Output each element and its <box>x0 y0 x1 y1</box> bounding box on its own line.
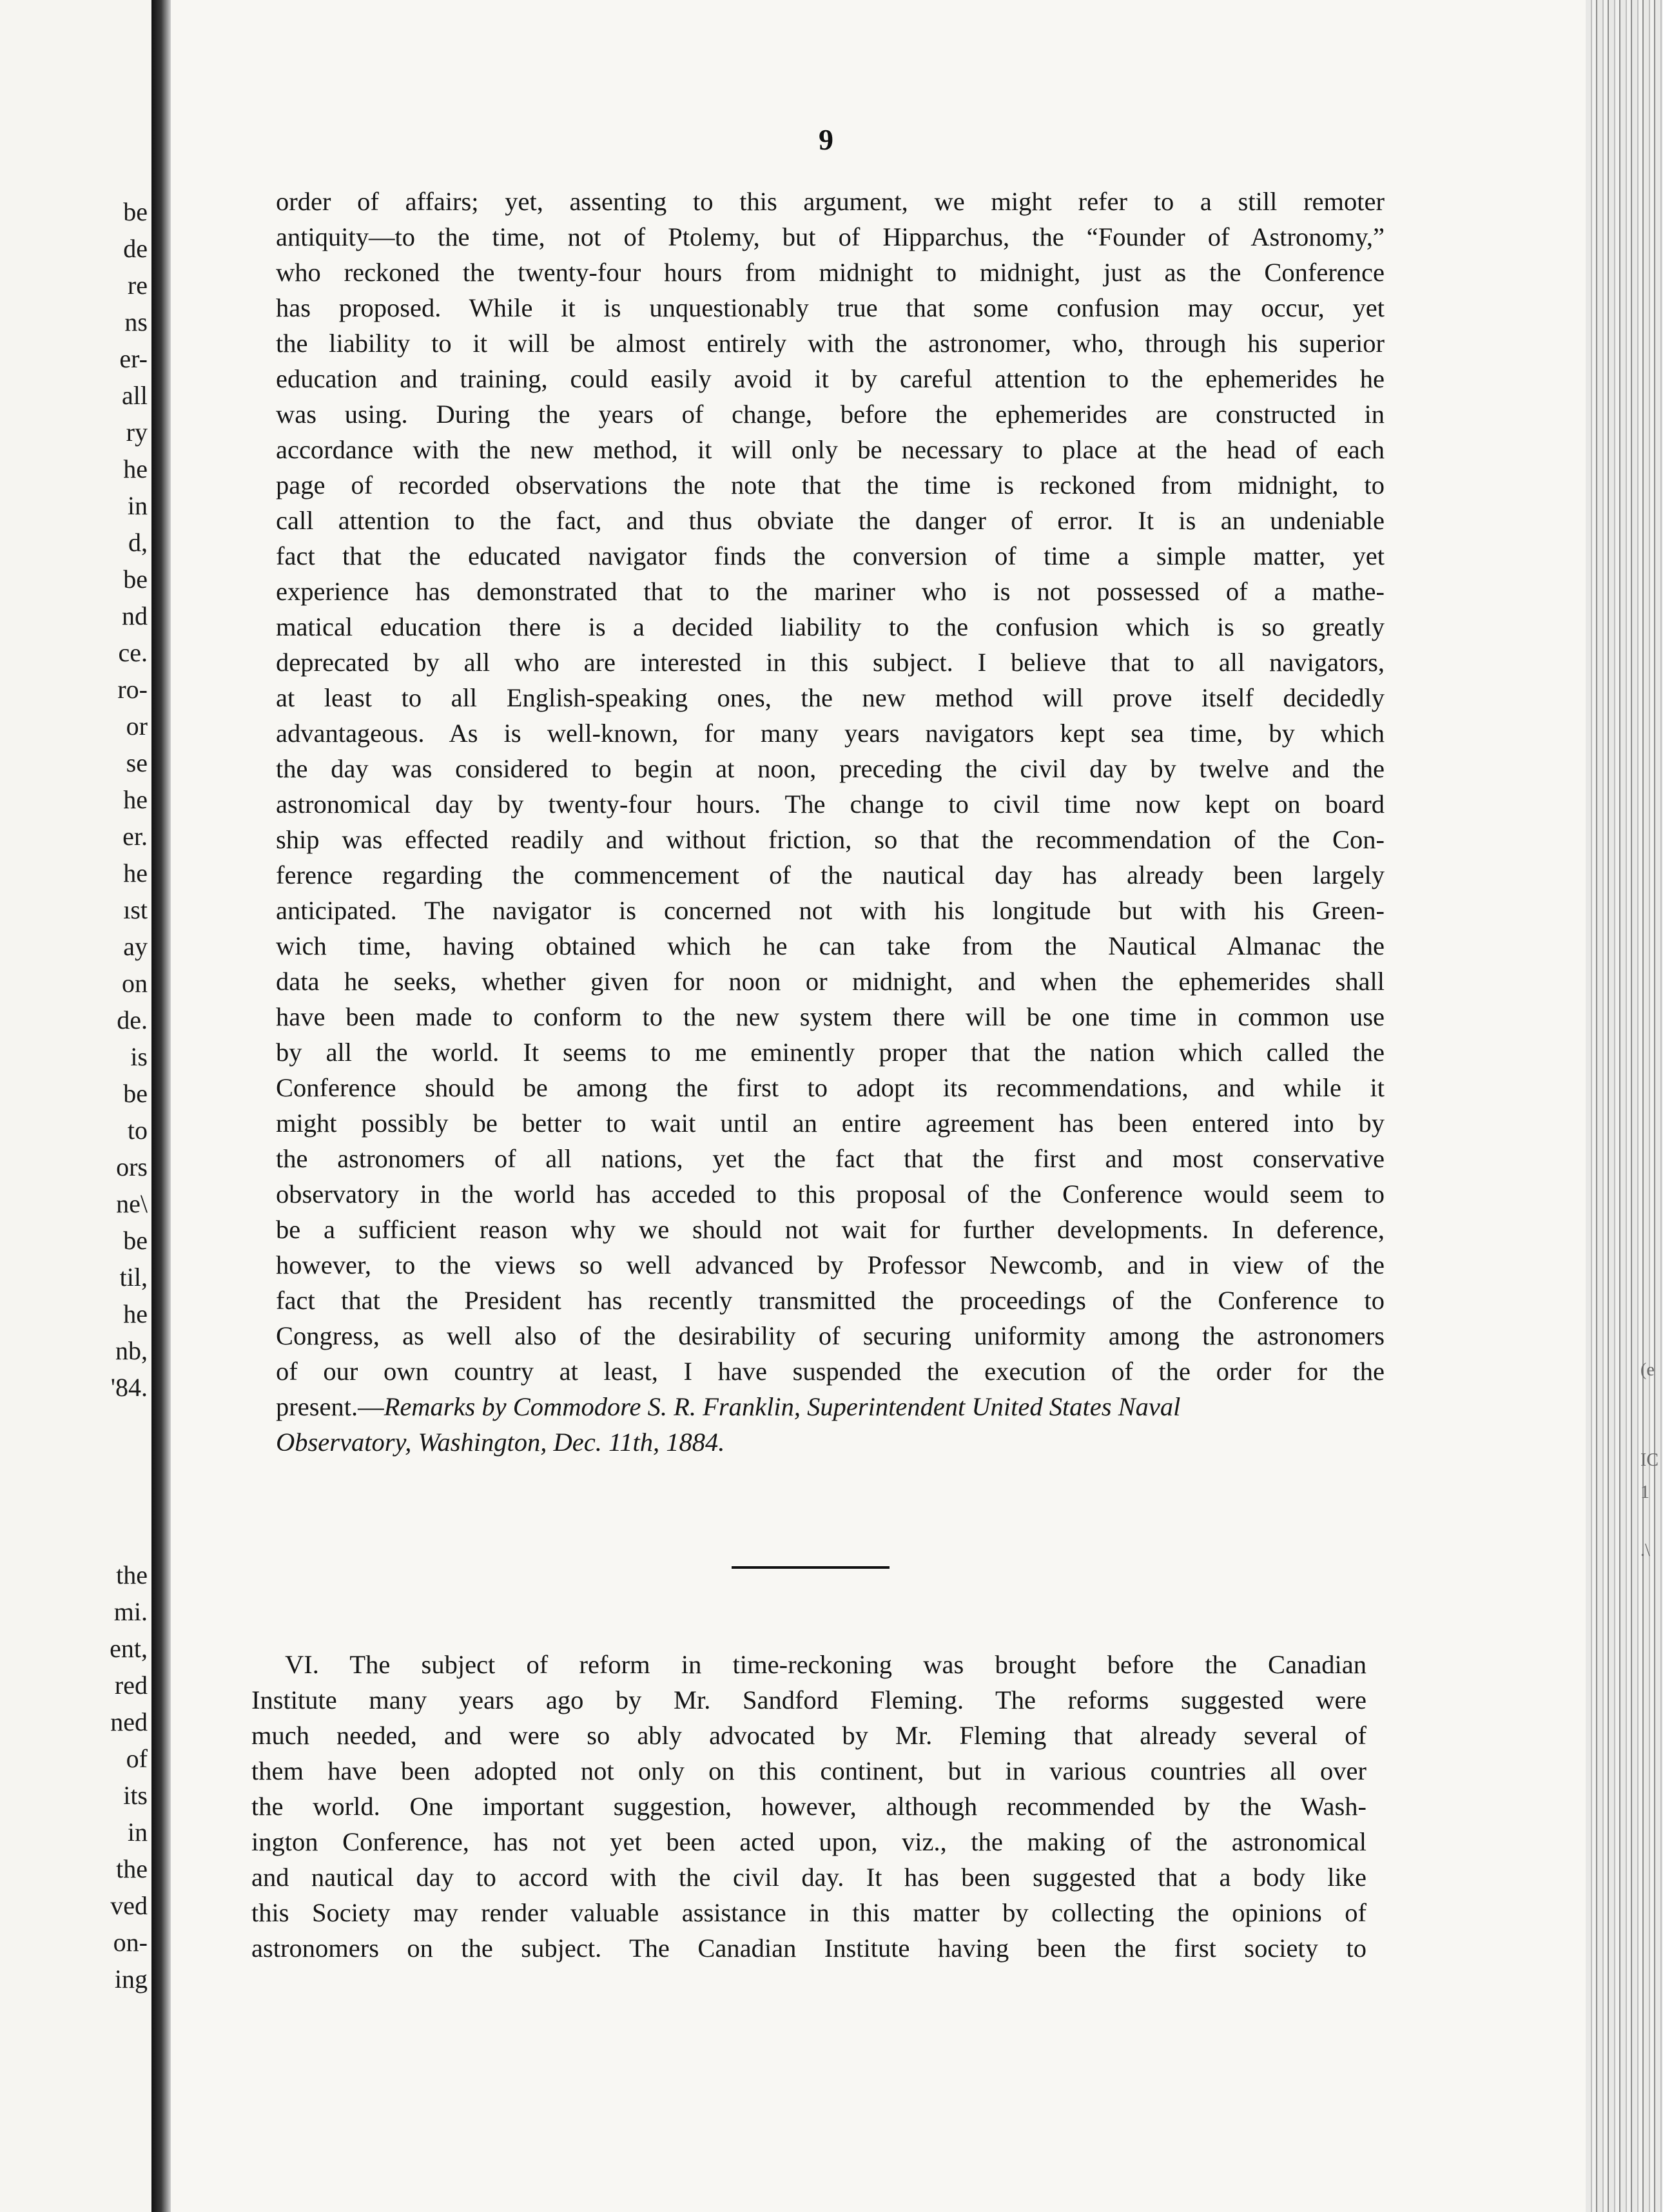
left-fragment: ıst <box>123 895 148 924</box>
left-fragment: ce. <box>118 638 148 667</box>
left-fragment: nb, <box>115 1336 148 1365</box>
attribution: Remarks by Commodore S. R. Franklin, Superintendent United States Naval <box>384 1392 1181 1421</box>
text-line: astronomers on the subject. The Canadian Institute having been the first society to <box>251 1934 1366 1963</box>
text-line: have been made to conform to the new system there will be one time in common use <box>276 1002 1385 1031</box>
text-line: data he seeks, whether given for noon or midnight, and when the ephemerides shall <box>276 967 1385 996</box>
text-line: and nautical day to accord with the civil day. It has been suggested that a body like <box>251 1863 1366 1892</box>
text-line: at least to all English-speaking ones, the new method will prove itself decidedly <box>276 683 1385 712</box>
left-fragment: ry <box>126 418 148 447</box>
left-fragment: ent, <box>110 1634 148 1663</box>
text-line: wich time, having obtained which he can take from the Nautical Almanac the <box>276 931 1385 960</box>
text-line: ference regarding the commencement of the nautical day has already been largely <box>276 860 1385 889</box>
paragraph-closing-line <box>276 1424 1385 1460</box>
left-fragment: he <box>123 454 148 483</box>
left-fragment: be <box>123 1226 148 1255</box>
left-fragment: nd <box>122 601 148 630</box>
paragraph-franklin-remarks <box>276 184 1385 1460</box>
left-fragment: de <box>123 234 148 263</box>
left-fragment: all <box>122 381 148 410</box>
left-fragment: be <box>123 1079 148 1108</box>
right-edge-marks: 1 <box>1640 1482 1649 1502</box>
left-fragment: he <box>123 785 148 814</box>
text-line: deprecated by all who are interested in this subject. I believe that to all navigators, <box>276 648 1385 677</box>
paragraph-closing-line: present.—Remarks by Commodore S. R. Franklin, Superintendent United States Naval <box>276 1392 1181 1421</box>
left-fragment: the <box>116 1854 148 1883</box>
left-fragment: be <box>123 197 148 226</box>
text-line: order of affairs; yet, assenting to this argument, we might refer to a still remoter <box>276 187 1385 216</box>
book-gutter <box>151 0 171 2212</box>
right-edge-marks: .\ <box>1640 1540 1650 1560</box>
left-fragment: he <box>123 859 148 888</box>
text-line: fact that the President has recently transmitted the proceedings of the Conference to <box>276 1286 1385 1315</box>
left-fragment: in <box>127 1818 148 1847</box>
text-line: VI. The subject of reform in time-reckoning was brought before the Canadian <box>285 1650 1366 1679</box>
text-line: however, to the views so well advanced by Professor Newcomb, and in view of the <box>276 1250 1385 1279</box>
left-fragment: ay <box>123 932 148 961</box>
right-edge-marks: (e <box>1640 1360 1655 1380</box>
left-fragment: in <box>127 491 148 520</box>
left-fragment: se <box>126 748 148 777</box>
text-line: has proposed. While it is unquestionably true that some confusion may occur, yet <box>276 293 1385 322</box>
text-line: Institute many years ago by Mr. Sandford Fleming. The reforms suggested were <box>251 1685 1366 1714</box>
page-edges <box>1586 0 1663 2212</box>
text-line: who reckoned the twenty-four hours from midnight to midnight, just as the Conference <box>276 258 1385 287</box>
section-divider <box>732 1566 890 1569</box>
left-fragment: de. <box>117 1005 148 1034</box>
left-fragment: ro- <box>117 675 148 704</box>
text-line: fact that the educated navigator finds the conversion of time a simple matter, yet <box>276 541 1385 570</box>
text-line: experience has demonstrated that to the mariner who is not possessed of a mathe- <box>276 577 1385 606</box>
left-page-text-fragments-lower <box>110 1557 148 1997</box>
left-fragment: d, <box>128 528 148 557</box>
left-fragment: to <box>127 1116 148 1145</box>
left-fragment: red <box>114 1671 148 1700</box>
paragraph-section-vi <box>251 1647 1366 1966</box>
text-line: Congress, as well also of the desirability of securing uniformity among the astronomers <box>276 1321 1385 1350</box>
text-line: much needed, and were so ably advocated by Mr. Fleming that already several of <box>251 1721 1366 1750</box>
left-fragment: on- <box>113 1928 148 1957</box>
left-fragment: be <box>123 565 148 594</box>
text-line: astronomical day by twenty-four hours. The change to civil time now kept on board <box>276 790 1385 819</box>
left-fragment: ved <box>110 1891 148 1920</box>
text-line: ship was effected readily and without friction, so that the recommendation of the Con- <box>276 825 1385 854</box>
text-line: antiquity—to the time, not of Ptolemy, but of Hipparchus, the “Founder of Astronomy,” <box>276 222 1385 251</box>
left-fragment: ned <box>110 1707 148 1736</box>
left-fragment: mi. <box>113 1597 148 1626</box>
text-line: education and training, could easily avoid it by careful attention to the ephemerides he <box>276 364 1385 393</box>
text-line: ington Conference, has not yet been acted upon, viz., the making of the astronomical <box>251 1827 1366 1856</box>
text-line: of our own country at least, I have suspended the execution of the order for the <box>276 1357 1385 1386</box>
left-fragment: on <box>122 969 148 998</box>
left-fragment: re <box>127 271 148 300</box>
text-line: accordance with the new method, it will only be necessary to place at the head of each <box>276 435 1385 464</box>
left-page-text-fragments <box>111 193 148 1406</box>
text-line: the day was considered to begin at noon, preceding the civil day by twelve and the <box>276 754 1385 783</box>
text-line: be a sufficient reason why we should not wait for further developments. In deference, <box>276 1215 1385 1244</box>
text-line: Conference should be among the first to adopt its recommendations, and while it <box>276 1073 1385 1102</box>
left-fragment: til, <box>119 1263 148 1292</box>
left-facing-page <box>0 0 151 2212</box>
text-line: this Society may render valuable assistance in this matter by collecting the opinions of <box>251 1898 1366 1927</box>
text-line: advantageous. As is well-known, for many years navigators kept sea time, by which <box>276 719 1385 748</box>
left-fragment: er- <box>119 344 148 373</box>
left-fragment: ns <box>124 307 148 336</box>
left-fragment: is <box>130 1042 148 1071</box>
text-line: page of recorded observations the note that the time is reckoned from midnight, to <box>276 471 1385 500</box>
text-line: the astronomers of all nations, yet the fact that the first and most conservative <box>276 1144 1385 1173</box>
text-line: the world. One important suggestion, however, although recommended by the Wash- <box>251 1792 1366 1821</box>
left-fragment: '84. <box>110 1373 148 1402</box>
text-line: might possibly be better to wait until an entire agreement has been entered into by <box>276 1109 1385 1138</box>
left-fragment: er. <box>122 822 148 851</box>
text-line: them have been adopted not only on this continent, but in various countries all over <box>251 1756 1366 1785</box>
text-line: observatory in the world has acceded to this proposal of the Conference would seem to <box>276 1179 1385 1208</box>
text-line: was using. During the years of change, before the ephemerides are constructed in <box>276 400 1385 429</box>
page-number: 9 <box>819 123 833 156</box>
text-line: call attention to the fact, and thus obviate the danger of error. It is an undeniable <box>276 506 1385 535</box>
text-line: matical education there is a decided liability to the confusion which is so greatly <box>276 612 1385 641</box>
left-fragment: he <box>123 1299 148 1328</box>
left-fragment: ors <box>116 1152 148 1181</box>
attribution-date: Observatory, Washington, Dec. 11th, 1884. <box>276 1428 725 1457</box>
left-fragment: ne\ <box>116 1189 148 1218</box>
text-line: the liability to it will be almost entirely with the astronomer, who, through his superior <box>276 329 1385 358</box>
left-fragment: its <box>123 1781 148 1810</box>
left-fragment: the <box>116 1560 148 1589</box>
right-edge-marks: IC <box>1640 1450 1658 1470</box>
left-fragment: or <box>126 712 148 741</box>
left-fragment: ing <box>114 1965 148 1994</box>
text-line: anticipated. The navigator is concerned not with his longitude but with his Green- <box>276 896 1385 925</box>
left-fragment: of <box>126 1744 148 1773</box>
text-line: by all the world. It seems to me eminently proper that the nation which called the <box>276 1038 1385 1067</box>
